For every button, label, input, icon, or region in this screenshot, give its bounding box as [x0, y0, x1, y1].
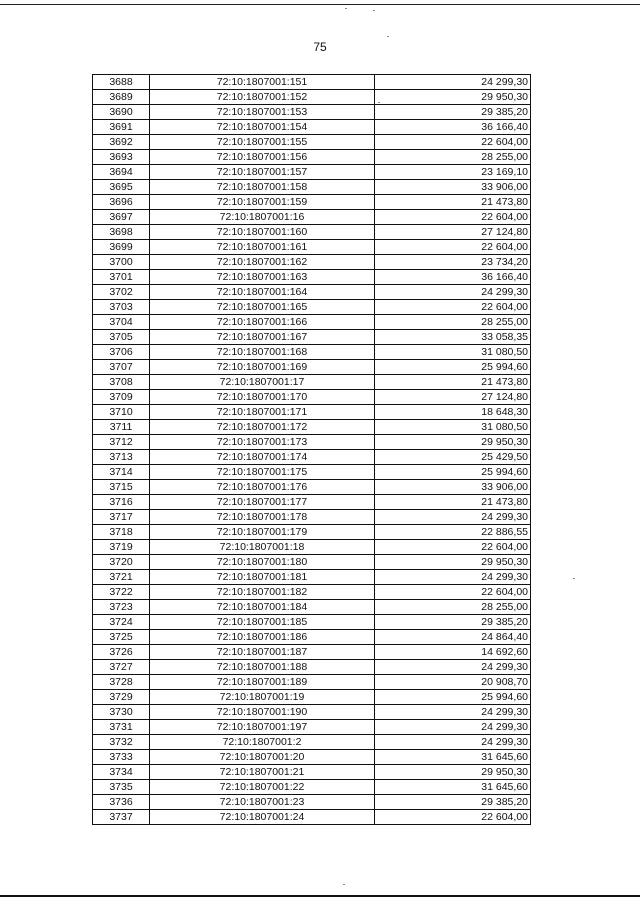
amount-cell: 36 166,40	[375, 270, 531, 285]
table-row	[93, 450, 531, 465]
table-row	[93, 465, 531, 480]
row-number-cell: 3707	[93, 360, 150, 375]
row-number-cell: 3698	[93, 225, 150, 240]
row-number-cell: 3696	[93, 195, 150, 210]
amount-cell: 29 950,30	[375, 435, 531, 450]
cadastral-number-cell: 72:10:1807001:162	[150, 255, 375, 270]
row-number-cell: 3723	[93, 600, 150, 615]
cadastral-number-cell: 72:10:1807001:189	[150, 675, 375, 690]
cadastral-number-cell: 72:10:1807001:17	[150, 375, 375, 390]
amount-cell: 22 604,00	[375, 300, 531, 315]
table-row	[93, 240, 531, 255]
table-row	[93, 780, 531, 795]
table-row	[93, 795, 531, 810]
table-row	[93, 705, 531, 720]
amount-cell: 24 299,30	[375, 75, 531, 90]
table-row	[93, 690, 531, 705]
row-number-cell: 3688	[93, 75, 150, 90]
cadastral-number-cell: 72:10:1807001:161	[150, 240, 375, 255]
bottom-scan-edge	[0, 895, 640, 897]
amount-cell: 22 604,00	[375, 135, 531, 150]
table-row	[93, 300, 531, 315]
amount-cell: 24 299,30	[375, 510, 531, 525]
row-number-cell: 3732	[93, 735, 150, 750]
row-number-cell: 3725	[93, 630, 150, 645]
row-number-cell: 3713	[93, 450, 150, 465]
amount-cell: 22 604,00	[375, 810, 531, 825]
row-number-cell: 3690	[93, 105, 150, 120]
table-row	[93, 210, 531, 225]
row-number-cell: 3695	[93, 180, 150, 195]
amount-cell: 14 692,60	[375, 645, 531, 660]
row-number-cell: 3701	[93, 270, 150, 285]
amount-cell: 33 906,00	[375, 480, 531, 495]
row-number-cell: 3720	[93, 555, 150, 570]
amount-cell: 29 950,30	[375, 90, 531, 105]
amount-cell: 22 604,00	[375, 585, 531, 600]
amount-cell: 24 299,30	[375, 570, 531, 585]
amount-cell: 21 473,80	[375, 375, 531, 390]
cadastral-number-cell: 72:10:1807001:22	[150, 780, 375, 795]
cadastral-number-cell: 72:10:1807001:173	[150, 435, 375, 450]
cadastral-number-cell: 72:10:1807001:179	[150, 525, 375, 540]
row-number-cell: 3712	[93, 435, 150, 450]
amount-cell: 25 994,60	[375, 690, 531, 705]
cadastral-number-cell: 72:10:1807001:172	[150, 420, 375, 435]
row-number-cell: 3704	[93, 315, 150, 330]
amount-cell: 21 473,80	[375, 195, 531, 210]
amount-cell: 29 950,30	[375, 765, 531, 780]
row-number-cell: 3730	[93, 705, 150, 720]
row-number-cell: 3700	[93, 255, 150, 270]
row-number-cell: 3722	[93, 585, 150, 600]
amount-cell: 33 906,00	[375, 180, 531, 195]
table-row	[93, 165, 531, 180]
amount-cell: 22 604,00	[375, 540, 531, 555]
cadastral-number-cell: 72:10:1807001:197	[150, 720, 375, 735]
cadastral-number-cell: 72:10:1807001:163	[150, 270, 375, 285]
amount-cell: 20 908,70	[375, 675, 531, 690]
amount-cell: 23 734,20	[375, 255, 531, 270]
cadastral-number-cell: 72:10:1807001:21	[150, 765, 375, 780]
cadastral-number-cell: 72:10:1807001:16	[150, 210, 375, 225]
row-number-cell: 3736	[93, 795, 150, 810]
row-number-cell: 3719	[93, 540, 150, 555]
amount-cell: 31 645,60	[375, 780, 531, 795]
cadastral-number-cell: 72:10:1807001:158	[150, 180, 375, 195]
row-number-cell: 3693	[93, 150, 150, 165]
amount-cell: 29 385,20	[375, 795, 531, 810]
amount-cell: 29 950,30	[375, 555, 531, 570]
scan-speck	[573, 578, 575, 579]
table-row	[93, 195, 531, 210]
row-number-cell: 3721	[93, 570, 150, 585]
table-row	[93, 600, 531, 615]
table-row	[93, 270, 531, 285]
table-row	[93, 765, 531, 780]
top-scan-edge	[0, 4, 640, 5]
cadastral-number-cell: 72:10:1807001:178	[150, 510, 375, 525]
row-number-cell: 3737	[93, 810, 150, 825]
table-row	[93, 315, 531, 330]
table-row	[93, 330, 531, 345]
cadastral-number-cell: 72:10:1807001:167	[150, 330, 375, 345]
table-row	[93, 660, 531, 675]
registry-table	[92, 74, 531, 825]
cadastral-number-cell: 72:10:1807001:185	[150, 615, 375, 630]
table-row	[93, 360, 531, 375]
row-number-cell: 3727	[93, 660, 150, 675]
table-row	[93, 420, 531, 435]
cadastral-number-cell: 72:10:1807001:24	[150, 810, 375, 825]
cadastral-number-cell: 72:10:1807001:155	[150, 135, 375, 150]
cadastral-number-cell: 72:10:1807001:181	[150, 570, 375, 585]
amount-cell: 24 864,40	[375, 630, 531, 645]
row-number-cell: 3709	[93, 390, 150, 405]
cadastral-number-cell: 72:10:1807001:171	[150, 405, 375, 420]
row-number-cell: 3694	[93, 165, 150, 180]
cadastral-number-cell: 72:10:1807001:156	[150, 150, 375, 165]
row-number-cell: 3729	[93, 690, 150, 705]
table-row	[93, 525, 531, 540]
cadastral-number-cell: 72:10:1807001:174	[150, 450, 375, 465]
amount-cell: 36 166,40	[375, 120, 531, 135]
row-number-cell: 3714	[93, 465, 150, 480]
table-row	[93, 555, 531, 570]
table-row	[93, 750, 531, 765]
amount-cell: 27 124,80	[375, 225, 531, 240]
row-number-cell: 3728	[93, 675, 150, 690]
cadastral-number-cell: 72:10:1807001:187	[150, 645, 375, 660]
table-row	[93, 180, 531, 195]
table-row	[93, 405, 531, 420]
scan-speck	[373, 10, 375, 11]
amount-cell: 29 385,20	[375, 105, 531, 120]
table-row	[93, 150, 531, 165]
table-row	[93, 375, 531, 390]
row-number-cell: 3689	[93, 90, 150, 105]
table-row	[93, 540, 531, 555]
table-row	[93, 75, 531, 90]
amount-cell: 27 124,80	[375, 390, 531, 405]
cadastral-number-cell: 72:10:1807001:164	[150, 285, 375, 300]
table-row	[93, 255, 531, 270]
scan-speck	[387, 36, 389, 37]
table-row	[93, 390, 531, 405]
cadastral-number-cell: 72:10:1807001:157	[150, 165, 375, 180]
table-row	[93, 735, 531, 750]
table-row	[93, 480, 531, 495]
scan-speck	[345, 8, 347, 9]
cadastral-number-cell: 72:10:1807001:169	[150, 360, 375, 375]
row-number-cell: 3717	[93, 510, 150, 525]
row-number-cell: 3710	[93, 405, 150, 420]
row-number-cell: 3716	[93, 495, 150, 510]
row-number-cell: 3726	[93, 645, 150, 660]
cadastral-number-cell: 72:10:1807001:177	[150, 495, 375, 510]
amount-cell: 29 385,20	[375, 615, 531, 630]
amount-cell: 23 169,10	[375, 165, 531, 180]
registry-table-body	[93, 75, 531, 825]
table-row	[93, 720, 531, 735]
table-row	[93, 675, 531, 690]
row-number-cell: 3731	[93, 720, 150, 735]
amount-cell: 28 255,00	[375, 600, 531, 615]
cadastral-number-cell: 72:10:1807001:186	[150, 630, 375, 645]
cadastral-number-cell: 72:10:1807001:154	[150, 120, 375, 135]
cadastral-number-cell: 72:10:1807001:159	[150, 195, 375, 210]
table-row	[93, 630, 531, 645]
cadastral-number-cell: 72:10:1807001:153	[150, 105, 375, 120]
table-row	[93, 105, 531, 120]
cadastral-number-cell: 72:10:1807001:176	[150, 480, 375, 495]
amount-cell: 21 473,80	[375, 495, 531, 510]
amount-cell: 18 648,30	[375, 405, 531, 420]
cadastral-number-cell: 72:10:1807001:168	[150, 345, 375, 360]
cadastral-number-cell: 72:10:1807001:18	[150, 540, 375, 555]
cadastral-number-cell: 72:10:1807001:188	[150, 660, 375, 675]
row-number-cell: 3706	[93, 345, 150, 360]
amount-cell: 24 299,30	[375, 720, 531, 735]
cadastral-number-cell: 72:10:1807001:23	[150, 795, 375, 810]
table-row	[93, 585, 531, 600]
row-number-cell: 3692	[93, 135, 150, 150]
cadastral-number-cell: 72:10:1807001:151	[150, 75, 375, 90]
row-number-cell: 3705	[93, 330, 150, 345]
row-number-cell: 3703	[93, 300, 150, 315]
table-row	[93, 120, 531, 135]
amount-cell: 25 429,50	[375, 450, 531, 465]
amount-cell: 31 080,50	[375, 420, 531, 435]
amount-cell: 28 255,00	[375, 150, 531, 165]
amount-cell: 24 299,30	[375, 285, 531, 300]
table-row	[93, 225, 531, 240]
row-number-cell: 3697	[93, 210, 150, 225]
cadastral-number-cell: 72:10:1807001:184	[150, 600, 375, 615]
row-number-cell: 3733	[93, 750, 150, 765]
table-row	[93, 90, 531, 105]
table-row	[93, 615, 531, 630]
cadastral-number-cell: 72:10:1807001:170	[150, 390, 375, 405]
table-row	[93, 510, 531, 525]
row-number-cell: 3734	[93, 765, 150, 780]
amount-cell: 33 058,35	[375, 330, 531, 345]
cadastral-number-cell: 72:10:1807001:20	[150, 750, 375, 765]
row-number-cell: 3718	[93, 525, 150, 540]
cadastral-number-cell: 72:10:1807001:175	[150, 465, 375, 480]
amount-cell: 25 994,60	[375, 360, 531, 375]
amount-cell: 31 645,60	[375, 750, 531, 765]
table-row	[93, 645, 531, 660]
amount-cell: 22 886,55	[375, 525, 531, 540]
amount-cell: 22 604,00	[375, 210, 531, 225]
table-row	[93, 135, 531, 150]
cadastral-number-cell: 72:10:1807001:160	[150, 225, 375, 240]
cadastral-number-cell: 72:10:1807001:165	[150, 300, 375, 315]
row-number-cell: 3711	[93, 420, 150, 435]
cadastral-number-cell: 72:10:1807001:180	[150, 555, 375, 570]
cadastral-number-cell: 72:10:1807001:152	[150, 90, 375, 105]
table-row	[93, 285, 531, 300]
cadastral-number-cell: 72:10:1807001:19	[150, 690, 375, 705]
amount-cell: 25 994,60	[375, 465, 531, 480]
table-row	[93, 570, 531, 585]
scan-speck	[343, 884, 345, 885]
cadastral-number-cell: 72:10:1807001:2	[150, 735, 375, 750]
page-number: 75	[313, 40, 327, 54]
cadastral-number-cell: 72:10:1807001:182	[150, 585, 375, 600]
cadastral-number-cell: 72:10:1807001:190	[150, 705, 375, 720]
amount-cell: 24 299,30	[375, 705, 531, 720]
row-number-cell: 3735	[93, 780, 150, 795]
table-row	[93, 345, 531, 360]
amount-cell: 28 255,00	[375, 315, 531, 330]
amount-cell: 24 299,30	[375, 660, 531, 675]
cadastral-number-cell: 72:10:1807001:166	[150, 315, 375, 330]
amount-cell: 31 080,50	[375, 345, 531, 360]
row-number-cell: 3691	[93, 120, 150, 135]
table-row	[93, 495, 531, 510]
table-row	[93, 435, 531, 450]
row-number-cell: 3715	[93, 480, 150, 495]
amount-cell: 22 604,00	[375, 240, 531, 255]
row-number-cell: 3708	[93, 375, 150, 390]
row-number-cell: 3702	[93, 285, 150, 300]
row-number-cell: 3724	[93, 615, 150, 630]
row-number-cell: 3699	[93, 240, 150, 255]
table-row	[93, 810, 531, 825]
amount-cell: 24 299,30	[375, 735, 531, 750]
